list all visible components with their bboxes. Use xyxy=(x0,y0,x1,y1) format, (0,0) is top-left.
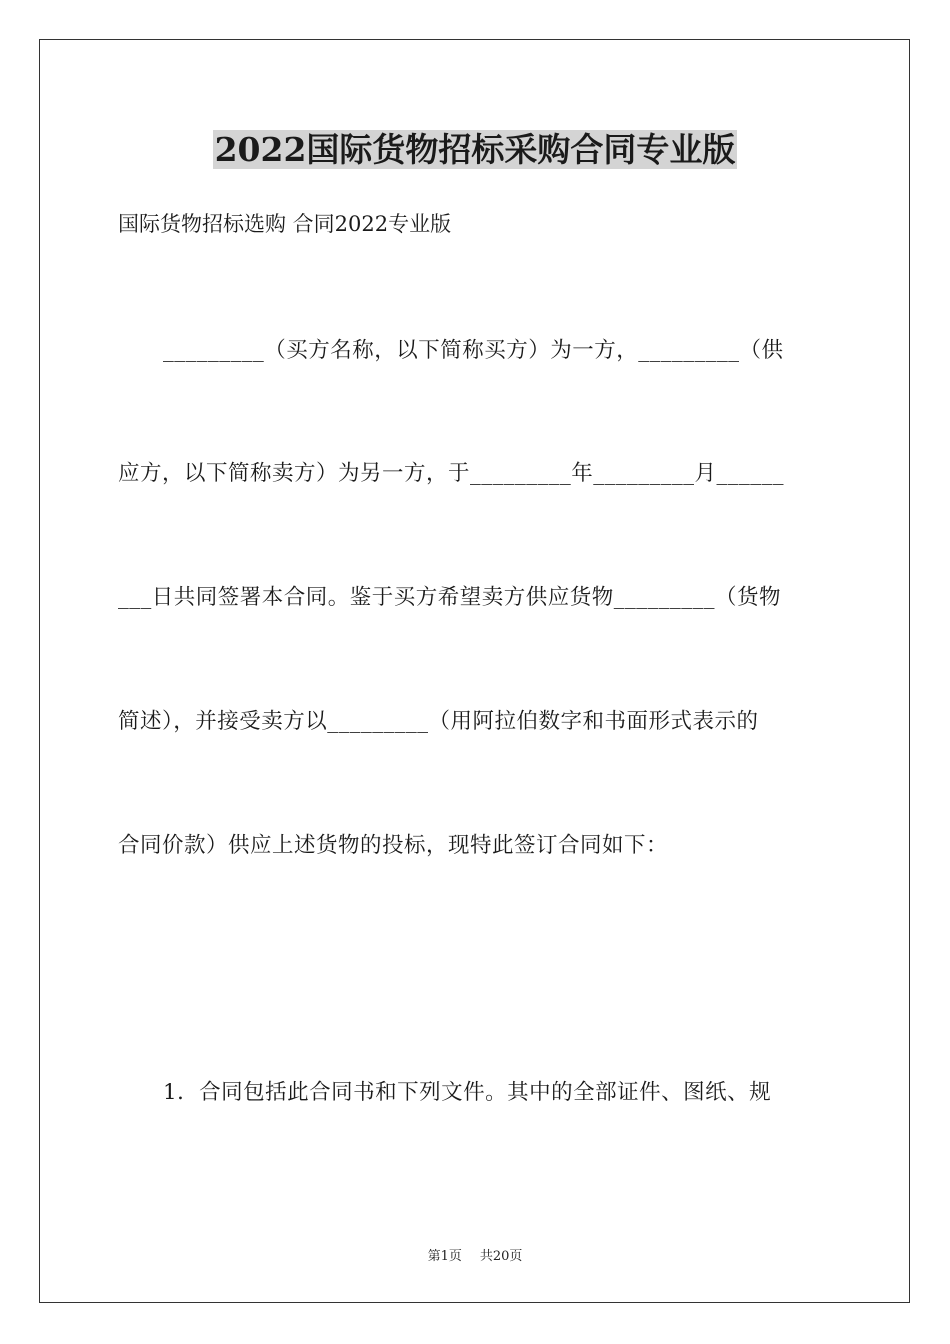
body-line-1: _________（买方名称，以下简称买方）为一方，_________（供 xyxy=(163,338,784,363)
page-number: 第1页 xyxy=(427,1249,462,1264)
body-line-5: 合同价款）供应上述货物的投标，现特此签订合同如下： xyxy=(118,833,669,858)
page-total: 共20页 xyxy=(479,1249,523,1264)
body-line-2: 应方，以下简称卖方）为另一方，于_________年_________月______ xyxy=(118,461,785,486)
document-title xyxy=(0,128,950,172)
body-line-6: 1．合同包括此合同书和下列文件。其中的全部证件、图纸、规 xyxy=(163,1080,772,1105)
page-footer xyxy=(0,1247,950,1267)
document-subtitle: 国际货物招标选购 合同2022专业版 xyxy=(118,212,452,236)
document-title-text: 2022国际货物招标采购合同专业版 xyxy=(214,130,736,169)
body-line-3: ___日共同签署本合同。鉴于买方希望卖方供应货物_________（货物 xyxy=(118,585,782,610)
body-line-4: 简述），并接受卖方以_________（用阿拉伯数字和书面形式表示的 xyxy=(118,709,759,734)
